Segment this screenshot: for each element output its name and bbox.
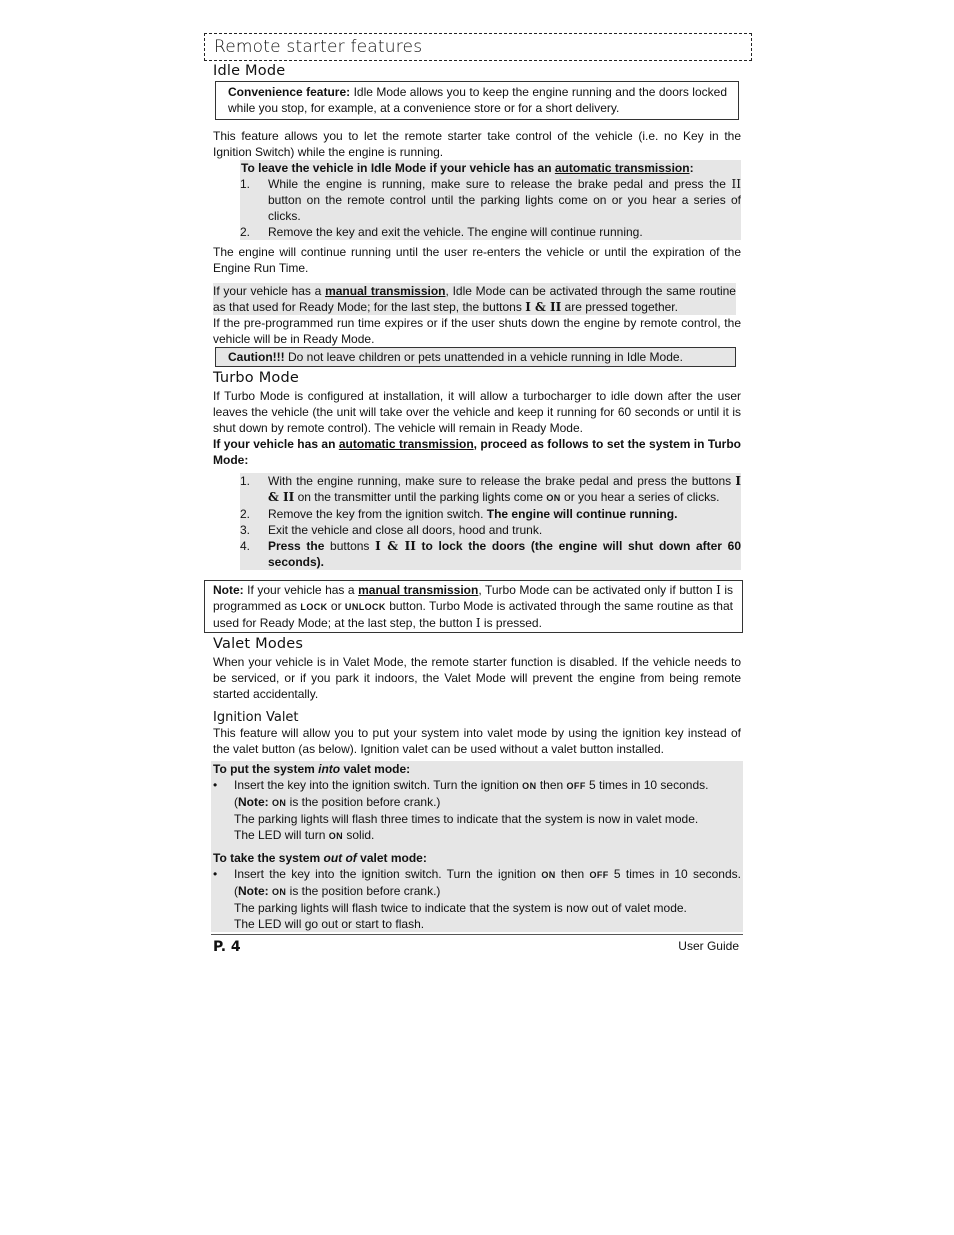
convenience-text: Idle Mode allows you to keep the engine running and the doors locked while you stop, for example, at a convenience store or for a short delivery. bbox=[228, 85, 727, 115]
caution-label: Caution!!! bbox=[228, 350, 285, 364]
valet-into-heading: To put the system into valet mode: bbox=[213, 762, 411, 776]
page-number: P. 4 bbox=[213, 939, 241, 955]
caution-text: Do not leave children or pets unattended in a vehicle running in Idle Mode. bbox=[284, 350, 683, 364]
turbo-intro: If Turbo Mode is configured at installation, it will allow a turbocharger to idle down after the user leaves the vehicle (the unit will take over the vehicle and keep it running for 60 seconds or until it is shut down by remote control). The vehicle will remain in Ready Mode. bbox=[213, 389, 741, 435]
idle-auto-steps-block bbox=[240, 160, 741, 240]
caution-box bbox=[215, 347, 736, 367]
idle-manual-text: If your vehicle has a manual transmission, Idle Mode can be activated through the same routine as that used for Ready Mode; for the last step, the buttons I & II are pressed together. bbox=[213, 284, 736, 314]
valet-into-list bbox=[213, 777, 741, 844]
list-item: 3. Exit the vehicle and close all doors, hood and trunk. bbox=[240, 523, 543, 537]
list-item: • Insert the key into the ignition switch. Turn the ignition ON then OFF 5 times in 10 seconds. (Note: ON is the position before crank.) The parking lights will flash twice to indicate that the system is now out of valet mode. The LED will go out or start to flash. bbox=[213, 867, 741, 931]
idle-steps-list bbox=[240, 176, 741, 240]
valet-procedures-block bbox=[211, 761, 743, 932]
turbo-auto-heading: If your vehicle has an automatic transmission, proceed as follows to set the system in Turbo Mode: bbox=[213, 437, 741, 467]
footer-divider bbox=[211, 934, 743, 935]
idle-auto-heading: To leave the vehicle in Idle Mode if your vehicle has an automatic transmission: bbox=[241, 161, 694, 175]
list-item: 2. Remove the key from the ignition switch. The engine will continue running. bbox=[240, 507, 678, 521]
idle-manual-block bbox=[213, 283, 741, 347]
manual-page bbox=[204, 33, 752, 955]
page-footer bbox=[213, 939, 739, 955]
list-item: 1. While the engine is running, make sure to release the brake pedal and press the II button on the remote control until the parking lights come on or you hear a series of clicks. bbox=[240, 177, 741, 223]
footer-guide-label: User Guide bbox=[678, 939, 739, 953]
valet-intro: When your vehicle is in Valet Mode, the remote starter function is disabled. If the vehicle needs to be serviced, or if you park it indoors, the Valet Mode will prevent the engine from being remote started accidentally. bbox=[213, 655, 741, 701]
section-title-box bbox=[204, 33, 752, 61]
turbo-note-text: Note: If your vehicle has a manual transmission, Turbo Mode can be activated only if button I is programmed as LOCK or UNLOCK button. Turbo Mode is activated through the same routine as that used for Ready Mode; at the last step, the button I is pressed. bbox=[213, 583, 734, 630]
turbo-mode-heading: Turbo Mode bbox=[213, 370, 299, 386]
idle-intro: This feature allows you to let the remote starter take control of the vehicle (i.e. no Key in the Ignition Switch) while the engine is running. bbox=[213, 129, 741, 159]
button-ii-glyph: II bbox=[731, 177, 741, 191]
convenience-label: Convenience feature: bbox=[228, 85, 351, 99]
turbo-steps-list bbox=[240, 473, 741, 570]
idle-mode-heading: Idle Mode bbox=[213, 63, 286, 79]
list-item: 2. Remove the key and exit the vehicle. The engine will continue running. bbox=[240, 225, 643, 239]
ignition-valet-heading: Ignition Valet bbox=[213, 710, 299, 725]
idle-expire-text: If the pre-programmed run time expires or if the user shuts down the engine by remote control, the vehicle will be in Ready Mode. bbox=[213, 316, 741, 346]
list-item: 4. Press the buttons I & II to lock the doors (the engine will shut down after 60 seconds). bbox=[240, 539, 742, 569]
convenience-box bbox=[215, 81, 739, 120]
valet-out-list bbox=[213, 866, 741, 932]
idle-continue-text: The engine will continue running until the user re-enters the vehicle or until the expiration of the Engine Run Time. bbox=[213, 245, 741, 275]
list-item: • Insert the key into the ignition switch. Turn the ignition ON then OFF 5 times in 10 seconds. (Note: ON is the position before crank.) The parking lights will flash three times to indicate that the system is now in valet mode. The LED will turn ON solid. bbox=[213, 778, 709, 842]
turbo-steps-block bbox=[240, 473, 741, 570]
list-item: 1. With the engine running, make sure to release the brake pedal and press the buttons I & II on the transmitter until the parking lights come ON or you hear a series of clicks. bbox=[240, 474, 741, 504]
page-title: Remote starter features bbox=[214, 37, 423, 57]
turbo-note-box bbox=[204, 580, 743, 633]
valet-modes-heading: Valet Modes bbox=[213, 636, 304, 652]
valet-out-heading: To take the system out of valet mode: bbox=[213, 851, 427, 865]
ignition-valet-intro: This feature will allow you to put your system into valet mode by using the ignition key instead of the valet button (as below). Ignition valet can be used without a valet button installed. bbox=[213, 726, 741, 756]
